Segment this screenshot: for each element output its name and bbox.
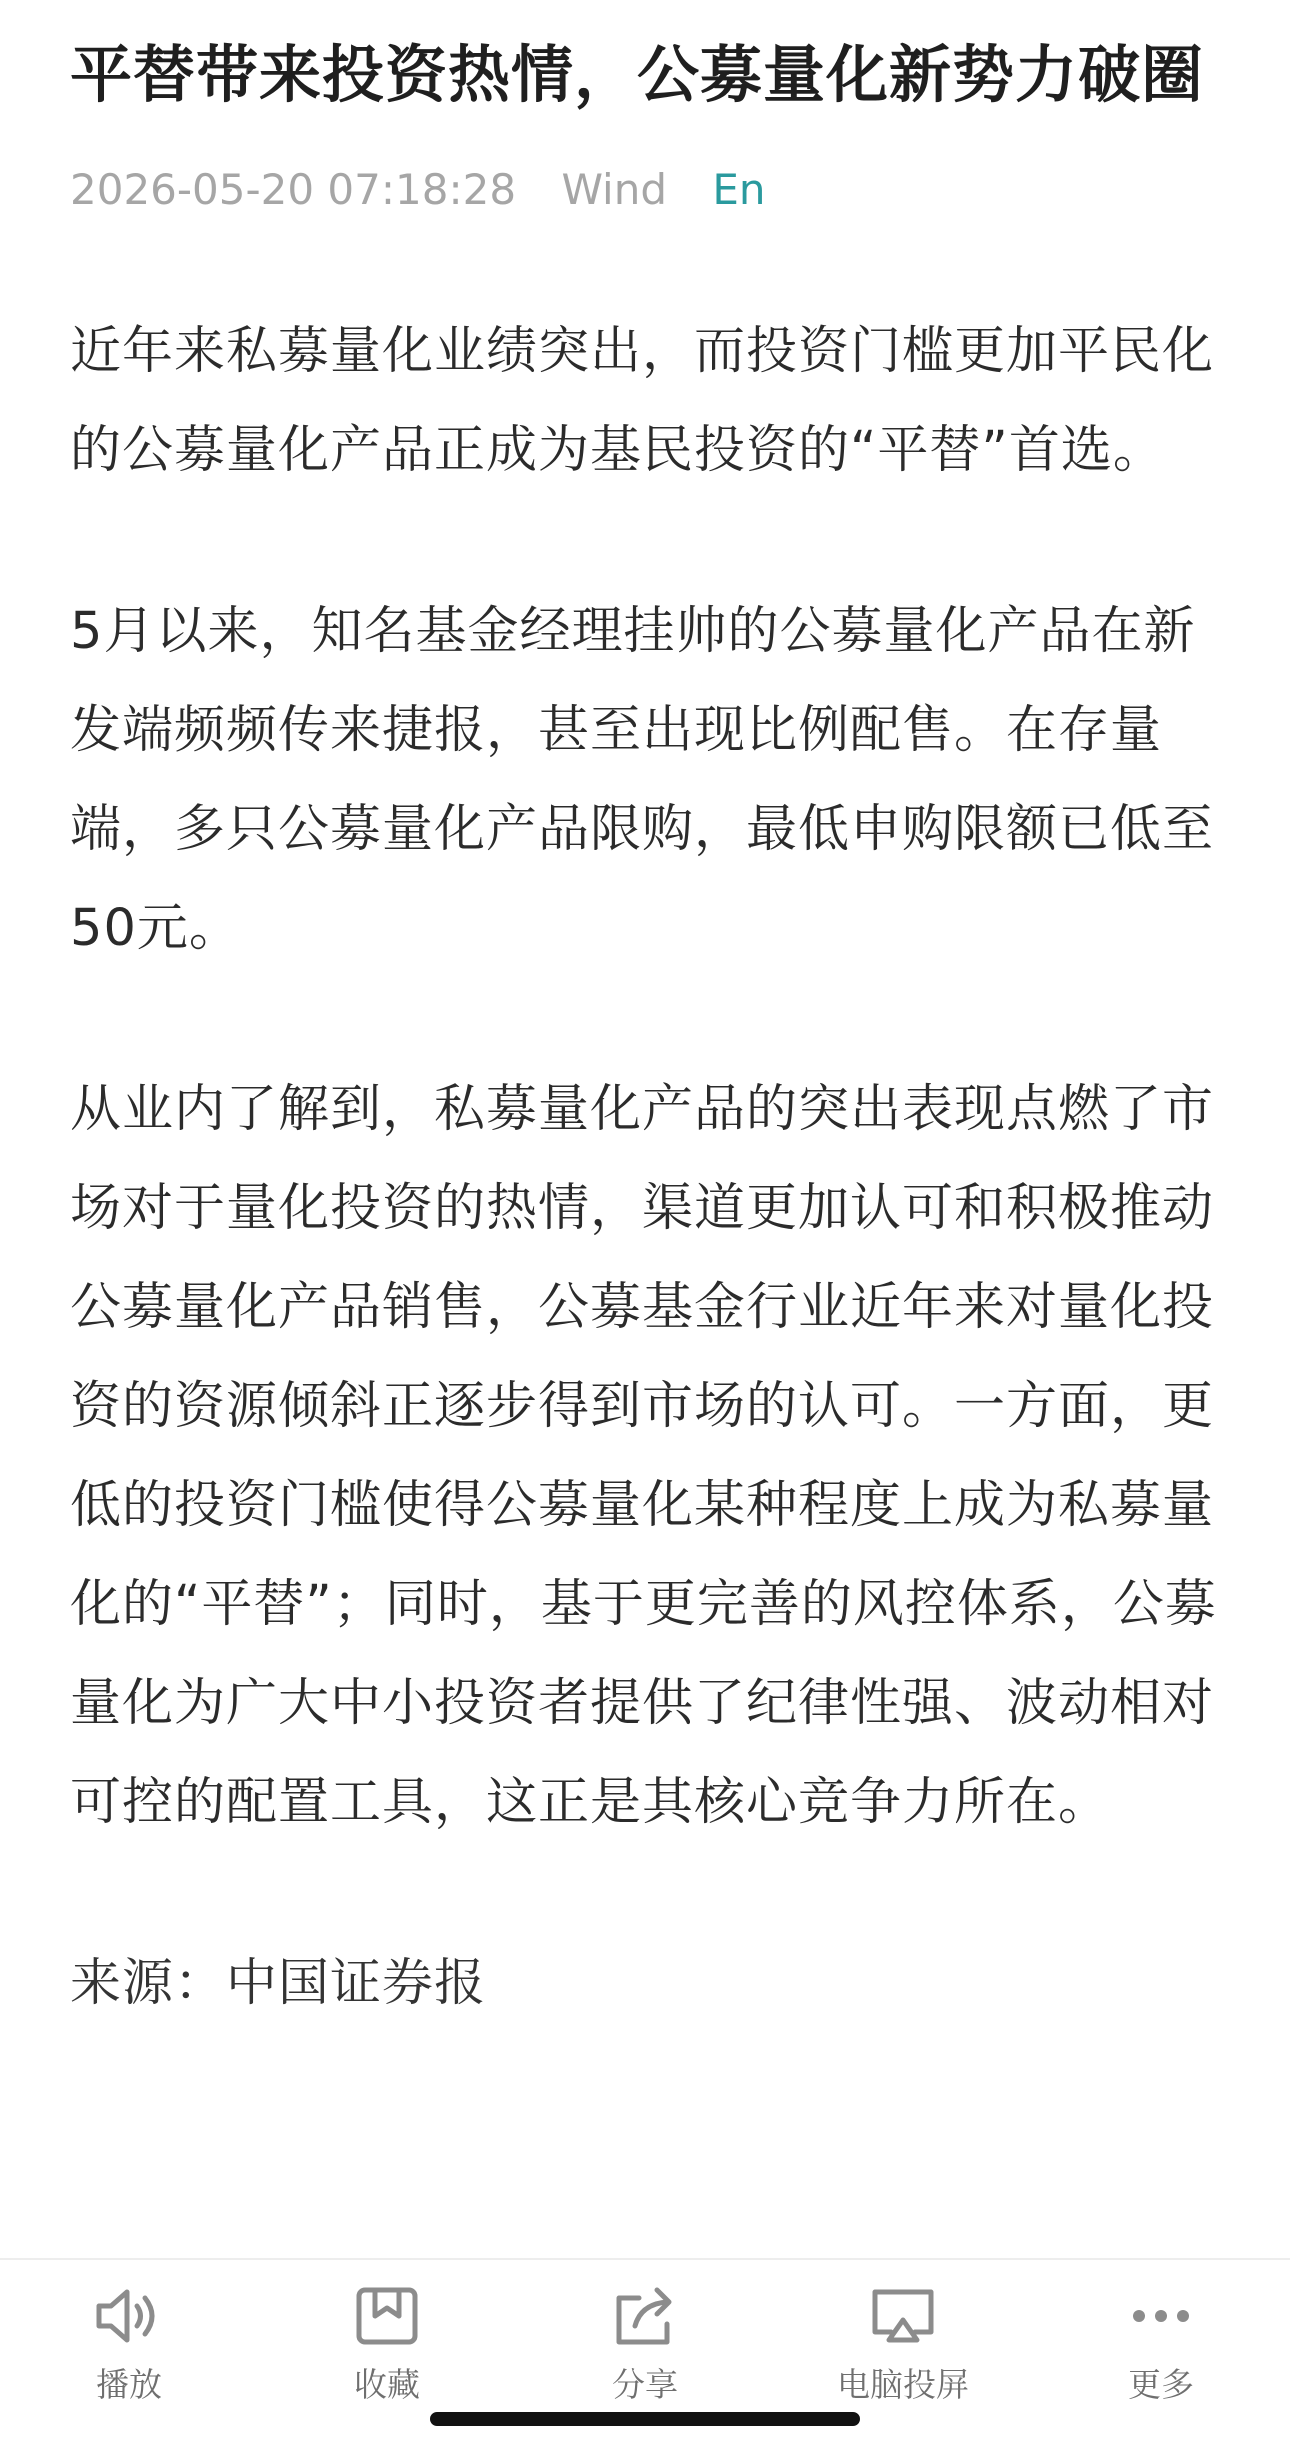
- share-button[interactable]: [535, 2260, 755, 2408]
- more-button[interactable]: [1051, 2260, 1271, 2408]
- article-source: Wind: [561, 165, 667, 214]
- article-title: 平替带来投资热情，公募量化新势力破圈: [70, 38, 1205, 111]
- article-paragraph-2: 5月以来，知名基金经理挂帅的公募量化产品在新发端频频传来捷报，甚至出现比例配售。在存量端，多只公募量化产品限购，最低申购限额已低至50元。: [70, 602, 1215, 958]
- publish-datetime: 2026-05-20 07:18:28: [70, 165, 517, 214]
- more-dots-icon: [1121, 2276, 1201, 2356]
- play-label: 播放: [96, 2365, 162, 2404]
- share-icon: [605, 2276, 685, 2356]
- favorite-button[interactable]: [277, 2260, 497, 2408]
- play-button[interactable]: [19, 2260, 239, 2408]
- speaker-icon: [89, 2276, 169, 2356]
- article-paragraph-1: 近年来私募量化业绩突出，而投资门槛更加平民化的公募量化产品正成为基民投资的“平替”首选。: [70, 322, 1215, 480]
- share-label: 分享: [612, 2365, 678, 2404]
- screen-cast-label: 电脑投屏: [837, 2365, 969, 2404]
- article-source-line: 来源：中国证券报: [70, 1954, 487, 2013]
- favorite-label: 收藏: [354, 2365, 420, 2404]
- article-body: [70, 302, 1230, 2033]
- article-paragraph-3: 从业内了解到，私募量化产品的突出表现点燃了市场对于量化投资的热情，渠道更加认可和积极推动公募量化产品销售，公募基金行业近年来对量化投资的资源倾斜正逐步得到市场的认可。一方面，更低的投资门槛使得公募量化某种程度上成为私募量化的“平替”；同时，基于更完善的风控体系，公募量化为广大中小投资者提供了纪律性强、波动相对可控的配置工具，这正是其核心竞争力所在。: [70, 1080, 1217, 1832]
- screen-cast-icon: [863, 2276, 943, 2356]
- bookmark-box-icon: [347, 2276, 427, 2356]
- more-label: 更多: [1128, 2365, 1194, 2404]
- english-toggle-link[interactable]: En: [712, 165, 766, 214]
- screen-cast-button[interactable]: [793, 2260, 1013, 2408]
- home-indicator: [430, 2412, 860, 2426]
- article-meta: [70, 160, 1230, 220]
- article: [70, 0, 1230, 2115]
